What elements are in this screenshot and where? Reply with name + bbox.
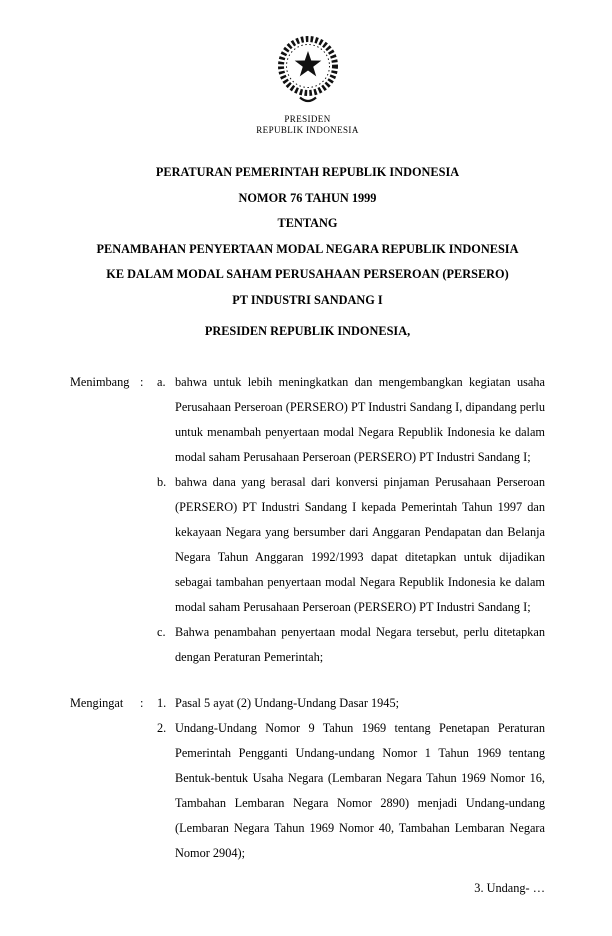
item-text: Pasal 5 ayat (2) Undang-Undang Dasar 1945; [175, 696, 400, 710]
list-item [157, 370, 545, 470]
section-label: Mengingat [70, 696, 124, 710]
section-label: Menimbang [70, 375, 130, 389]
item-text: bahwa untuk lebih meningkatkan dan mengembangkan kegiatan usaha Perusahaan Perseroan (PERSERO) PT Industri Sandang I, dipandang perlu untuk menambah penyertaan modal Negara Republik Indonesia ke dalam modal saham Perusahaan Perseroan (PERSERO) PT Industri Sandang I; [175, 375, 545, 464]
section-colon: : [140, 375, 144, 389]
item-marker: c. [157, 625, 166, 639]
title-line-1: PERATURAN PEMERINTAH REPUBLIK INDONESIA [155, 165, 460, 179]
list-item [157, 691, 545, 716]
section-items [157, 691, 545, 866]
salutation: PRESIDEN REPUBLIK INDONESIA, [204, 324, 411, 338]
item-text: Bahwa penambahan penyertaan modal Negara tersebut, perlu ditetapkan dengan Peraturan Pemerintah; [175, 625, 545, 664]
section-colon: : [140, 696, 144, 710]
list-item [157, 716, 545, 866]
document-body [70, 370, 545, 866]
item-marker: a. [157, 375, 166, 389]
title-line-3: TENTANG [277, 216, 338, 230]
title-line-6: PT INDUSTRI SANDANG I [232, 292, 383, 307]
title-line-4: PENAMBAHAN PENYERTAAN MODAL NEGARA REPUBLIK INDONESIA [96, 241, 519, 256]
item-marker: 2. [157, 721, 167, 735]
item-marker: b. [157, 475, 167, 489]
list-item [157, 470, 545, 620]
title-line-5: KE DALAM MODAL SAHAM PERUSAHAAN PERSEROAN (PERSERO) [106, 267, 509, 281]
item-marker: 1. [157, 696, 167, 710]
presidential-seal-icon [272, 28, 344, 106]
title-line-2: NOMOR 76 TAHUN 1999 [238, 190, 377, 205]
item-text: Undang-Undang Nomor 9 Tahun 1969 tentang Penetapan Peraturan Pemerintah Pengganti Undang-undang Nomor 1 Tahun 1969 tentang Bentuk-bentuk Usaha Negara (Lembaran Negara Tahun 1969 Nomor 16, Tambahan Lembaran Negara Nomor 2890) menjadi Undang-undang (Lembaran Negara Tahun 1969 Nomor 40, Tambahan Lembaran Negara Nomor 2904); [175, 721, 545, 860]
section-items [157, 370, 545, 670]
section-mengingat [70, 691, 545, 866]
page-catchword: 3. Undang- … [474, 881, 545, 895]
document-header [70, 28, 545, 136]
item-text: bahwa dana yang berasal dari konversi pinjaman Perusahaan Perseroan (PERSERO) PT Industri Sandang I kepada Pemerintah Tahun 1997 dan kekayaan Negara yang bersumber dari Anggaran Pendapatan dan Belanja Negara Tahun Anggaran 1992/1993 dapat ditetapkan untuk dijadikan sebagai tambahan penyertaan modal Negara Republik Indonesia ke dalam modal saham Perusahaan Perseroan (PERSERO) PT Industri Sandang I; [175, 475, 545, 614]
org-name-line-1: PRESIDEN [284, 114, 331, 124]
section-menimbang [70, 370, 545, 670]
list-item [157, 620, 545, 670]
document-title [70, 160, 545, 313]
org-name-line-2: REPUBLIK INDONESIA [256, 125, 359, 135]
